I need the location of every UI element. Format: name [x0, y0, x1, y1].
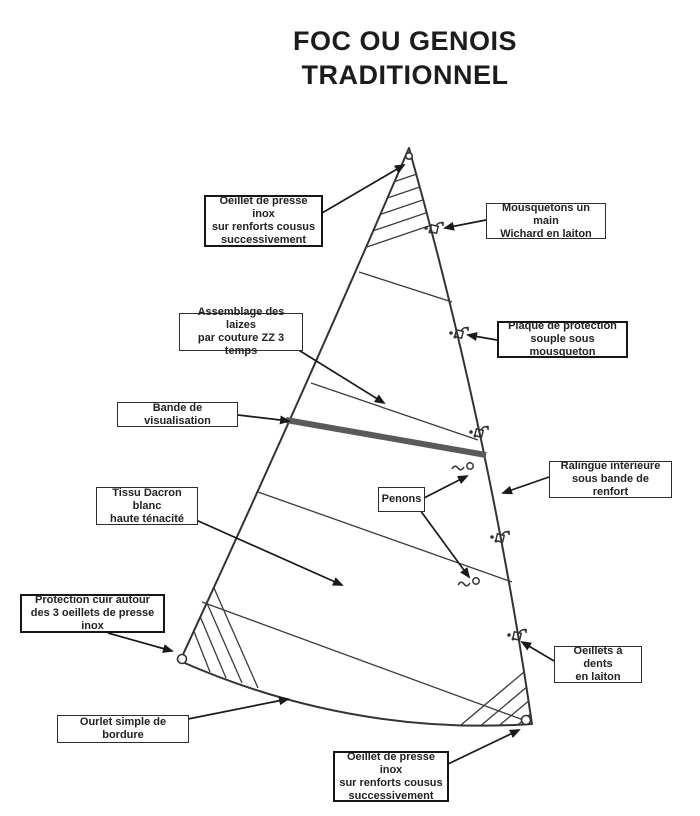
clew-eyelet-icon	[522, 716, 531, 725]
head-eyelet-icon	[406, 153, 412, 159]
label-hanks	[486, 203, 606, 239]
label-dacron-fabric	[96, 487, 198, 525]
label-text: Penons	[381, 493, 422, 505]
label-luff-rope	[549, 461, 672, 498]
label-panel-seams	[179, 306, 303, 357]
label-protection-plate	[497, 321, 628, 358]
label-text: Plaque de protection souple sous mousqueton	[508, 320, 617, 358]
label-leather-protection	[20, 594, 165, 633]
label-text: Ralingue intérieure sous bande de renfort	[560, 460, 661, 498]
label-visualisation-band	[117, 402, 238, 427]
label-text: Assemblage des laizes par couture ZZ 3 temps	[197, 306, 285, 357]
label-head-eyelet	[204, 195, 323, 247]
label-text: Oeillet de presse inox sur renforts cousus successivement	[211, 195, 316, 246]
diagram-title: FOC OU GENOIS TRADITIONNEL	[292, 26, 518, 90]
label-text: Protection cuir autour des 3 oeillets de presse inox	[30, 594, 155, 632]
label-foot-hem	[57, 715, 189, 743]
tack-eyelet-icon	[178, 655, 187, 664]
label-telltales	[378, 487, 425, 512]
label-text: Tissu Dacron blanc haute ténacité	[110, 486, 184, 525]
label-text: Mousquetons un main Wichard en laiton	[500, 201, 592, 240]
label-text: Ourlet simple de bordure	[79, 716, 167, 741]
label-text: Oeillet de presse inox sur renforts cousus successivement	[339, 750, 443, 802]
label-clew-eyelet	[333, 751, 449, 802]
label-text: Bande de visualisation	[144, 401, 211, 427]
label-brass-eyelets	[554, 646, 642, 683]
label-text: Oeillets à dents en laiton	[573, 645, 623, 683]
